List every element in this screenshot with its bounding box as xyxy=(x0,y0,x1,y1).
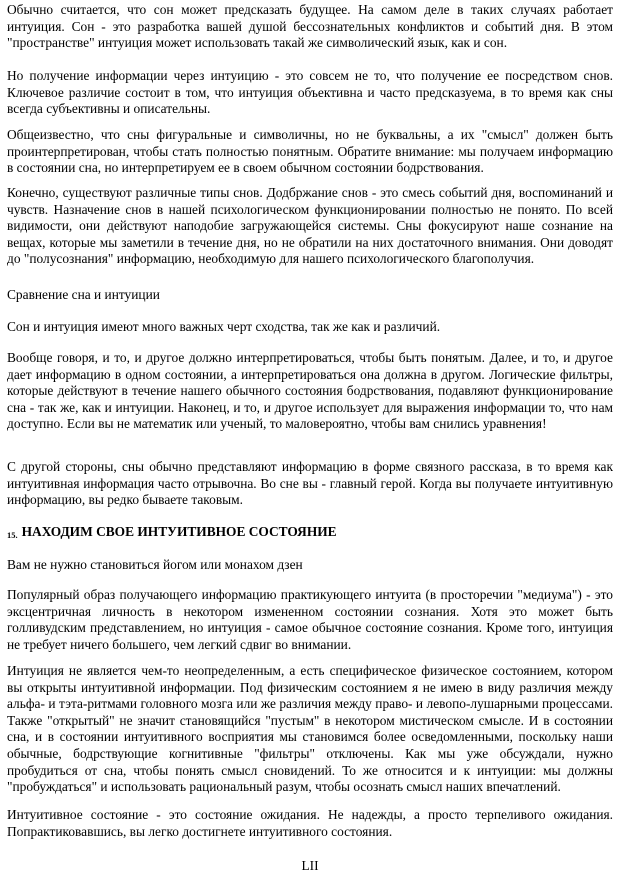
paragraph-dreams-predict: Обычно считается, что сон может предсказать будущее. На самом деле в таких случаях работает интуиция. Сон - это разработка вашей душой бессознательных конфликтов и событий дня. В этом "пространстве" интуиция может использовать такай же символический язык, как и сон. xyxy=(7,2,613,51)
paragraph-popular-image: Популярный образ получающего информацию практикующего интуита (в просторечии "медиума") - это эксцентричная личность в некотором измененном состоянии сознания. Хотя это может быть голливудским представлением, но интуиция - самое обычное состояние сознания. Кроме того, интуиция не требует ничего большего, чем легкий сдвиг во внимании. xyxy=(7,587,613,652)
section-heading xyxy=(7,524,613,544)
paragraph-other-side: С другой стороны, сны обычно представляют информацию в форме связного рассказа, в то время как интуитивная информация часто отрывочна. Во сне вы - главный герой. Когда вы получаете интуитивную информацию, вы редко бываете таковым. xyxy=(7,459,613,508)
paragraph-intuition-state: Интуиция не является чем-то неопределенным, а есть специфическое физическое состоянием, котором вы открыты интуитивной информации. Под физическим состоянием я не имею в виду различия между альфа- и тэта-ритмами головного мозга или же различия между право- и левопо-лушарными процессами. Также "открытый" не значит становящийся "пустым" в некотором мистическом смысле. И в состоянии сна, и в состоянии интуитивного восприятия мы становимся более осведомленными, поскольку наши обычные, бодрствующие когнитивные "фильтры" отключены. Как мы уже обсуждали, нужно пробудиться от сна, чтобы понять смысл сновидений. То же относится и к интуиции: мы должны "пробуждаться" и использовать рациональный разум, чтобы осознать смысл наших впечатлений. xyxy=(7,663,613,795)
section-title: НАХОДИМ СВОЕ ИНТУИТИВНОЕ СОСТОЯНИЕ xyxy=(21,524,337,539)
paragraph-dream-types: Конечно, существуют различные типы снов. Додбржание снов - это смесь событий дня, воспоминаний и чувств. Назначение снов в нашей психологическом функционировании полностью не понято. По всей видимости, они действуют наподобие загружающейся системы. Сны фокусируют наше сознание на вещах, которые мы заметили в течение дня, но не обратили на них достаточного внимания. Они доводят до "полусознания" информацию, необходимую для нашего психологического благополучия. xyxy=(7,185,613,267)
paragraph-dreams-figurative: Общеизвестно, что сны фигуральные и символичны, но не буквальны, а их "смысл" должен быть проинтерпретирован, чтобы стать полностью понятным. Обратите внимание: мы получаем информацию в состоянии сна, но интерпретируем ее в своем обычном состоянии бодрствования. xyxy=(7,127,613,176)
page-number: LII xyxy=(301,858,319,873)
subheading-no-yogi: Вам не нужно становиться йогом или монахом дзен xyxy=(7,557,303,572)
paragraph-waiting-state: Интуитивное состояние - это состояние ожидания. Не надежды, а просто терпеливого ожидания. Попрактиковавшись, вы легко достигнете интуитивного состояния. xyxy=(7,807,613,839)
paragraph-intuition-vs-dreams: Но получение информации через интуицию - это совсем не то, что получение ее посредством снов. Ключевое различие состоит в том, что интуиция объективна и часто предсказуема, в то время как сны всегда субъективны и описательны. xyxy=(7,68,613,117)
section-number: 15. xyxy=(7,530,18,540)
paragraph-similarities: Сон и интуиция имеют много важных черт сходства, так же как и различий. xyxy=(7,319,441,334)
subheading-comparison: Сравнение сна и интуиции xyxy=(7,287,160,302)
paragraph-interpretation: Вообще говоря, и то, и другое должно интерпретироваться, чтобы быть понятым. Далее, и то, и другое дает информацию в одном состоянии, а интерпретироваться она должна в другом. Логические фильтры, которые действуют в течение нашего обычного состояния бодрствования, подавляют функционирование сна - так же, как и интуиции. Наконец, и то, и другое использует для выражения информации то, что нам доступно. Если вы не математик или ученый, то маловероятно, чтобы вам снились уравнения! xyxy=(7,350,613,432)
